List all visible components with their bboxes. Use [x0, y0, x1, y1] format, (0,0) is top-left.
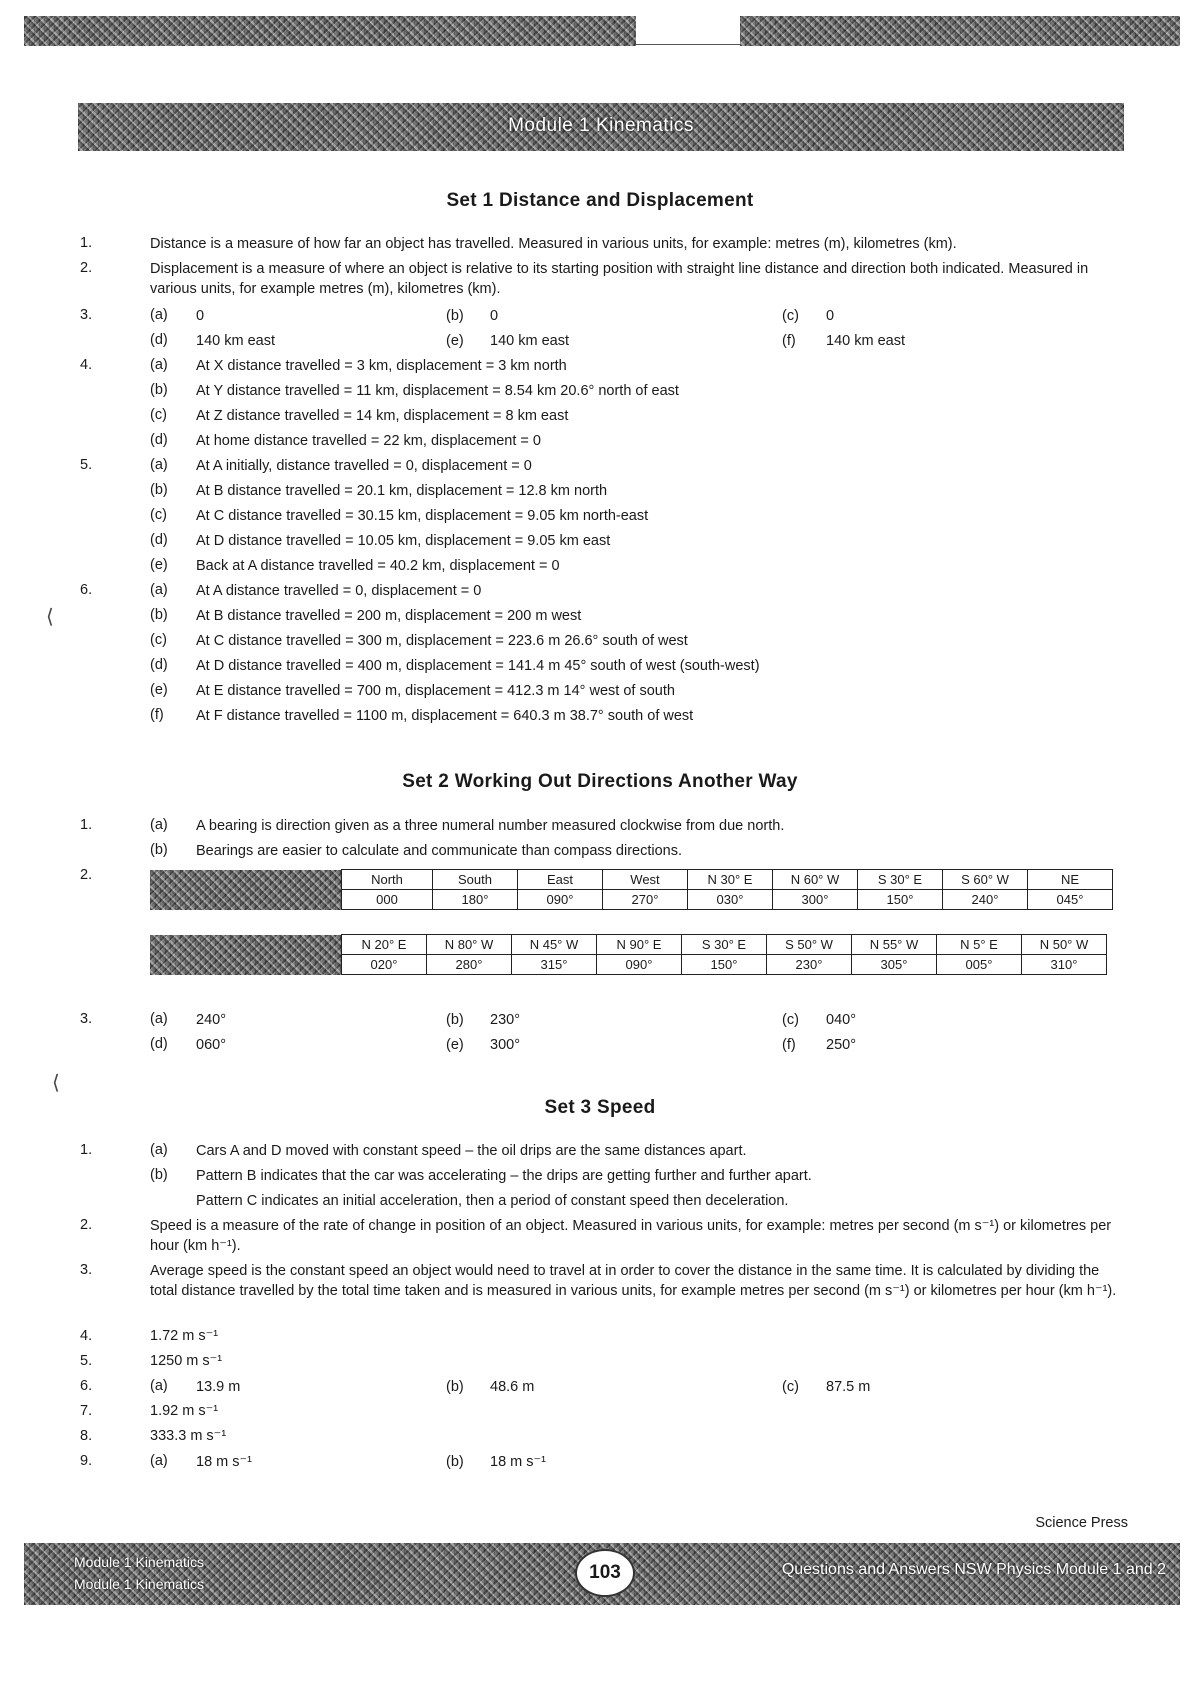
set3-q6a-label: (a)	[150, 1378, 168, 1394]
set3-q6b-label: (b)	[446, 1379, 464, 1395]
header-decoration-right	[740, 16, 1180, 46]
set1-q6-number: 6.	[80, 582, 93, 598]
set1-q4b-label: (b)	[150, 382, 168, 398]
set1-q4c-label: (c)	[150, 407, 167, 423]
set1-q4d-label: (d)	[150, 432, 168, 448]
set1-q3f-label: (f)	[782, 333, 796, 349]
table-cell: 030°	[688, 890, 773, 910]
set2-q3f-value: 250°	[826, 1037, 856, 1053]
table-cell: 005°	[937, 955, 1022, 975]
set2-q3e-label: (e)	[446, 1037, 464, 1053]
set1-q3d-value: 140 km east	[196, 333, 275, 349]
set1-q5-number: 5.	[80, 457, 93, 473]
set1-q4b-text: At Y distance travelled = 11 km, displacement = 8.54 km 20.6° north of east	[196, 383, 679, 399]
table1-header-image	[150, 870, 342, 910]
table-cell: 300°	[773, 890, 858, 910]
set1-q4d-text: At home distance travelled = 22 km, displacement = 0	[196, 433, 541, 449]
table-cell: S 50° W	[767, 935, 852, 955]
table-cell: North	[342, 870, 433, 890]
set3-q3-answer: Average speed is the constant speed an object would need to travel at in order to cover the distance in the same time. It is calculated by dividing the total distance travelled by the total time taken and is measured in various units, for example metres per second (m s⁻¹) or kilometres per hour (km h⁻¹).	[150, 1263, 1117, 1299]
table-row	[150, 870, 1113, 890]
set1-q5e-label: (e)	[150, 557, 168, 573]
table-cell: 180°	[433, 890, 518, 910]
set1-q6b-text: At B distance travelled = 200 m, displacement = 200 m west	[196, 608, 582, 624]
set1-q6c-label: (c)	[150, 632, 167, 648]
set1-q2-number: 2.	[80, 260, 93, 276]
set1-q3b-label: (b)	[446, 308, 464, 324]
set3-q9-number: 9.	[80, 1453, 93, 1469]
set3-q5-number: 5.	[80, 1353, 93, 1369]
table-cell: 090°	[518, 890, 603, 910]
set1-q3e-value: 140 km east	[490, 333, 569, 349]
module-title: Module 1 Kinematics	[508, 115, 694, 136]
set1-q4a-label: (a)	[150, 357, 168, 373]
set1-q4a-text: At X distance travelled = 3 km, displacement = 3 km north	[196, 358, 567, 374]
table-cell: N 60° W	[773, 870, 858, 890]
set3-q9a-label: (a)	[150, 1453, 168, 1469]
set3-q1b-label: (b)	[150, 1167, 168, 1183]
table-cell: 150°	[682, 955, 767, 975]
footer-left-line1: Module 1 Kinematics	[74, 1554, 204, 1570]
set1-q3c-value: 0	[826, 308, 835, 324]
table-cell: 240°	[943, 890, 1028, 910]
table-cell: N 80° W	[427, 935, 512, 955]
set3-q8-number: 8.	[80, 1428, 93, 1444]
set3-q1b-continuation: Pattern C indicates an initial acceleration, then a period of constant speed then deceleration.	[196, 1193, 789, 1209]
set2-q1a-text: A bearing is direction given as a three numeral number measured clockwise from due north.	[196, 818, 785, 834]
table-row	[150, 935, 1107, 955]
set1-q6e-label: (e)	[150, 682, 168, 698]
set2-q3f-label: (f)	[782, 1037, 796, 1053]
table-cell: 150°	[858, 890, 943, 910]
footer-left-text	[74, 1551, 204, 1595]
table-cell: NE	[1028, 870, 1113, 890]
set2-q3c-label: (c)	[782, 1012, 799, 1028]
set3-q6-number: 6.	[80, 1378, 93, 1394]
table-cell: 310°	[1022, 955, 1107, 975]
set1-q6a-label: (a)	[150, 582, 168, 598]
table-cell: N 30° E	[688, 870, 773, 890]
table-cell: N 50° W	[1022, 935, 1107, 955]
set1-q5c-label: (c)	[150, 507, 167, 523]
table-cell: N 45° W	[512, 935, 597, 955]
set3-q5-answer: 1250 m s⁻¹	[150, 1353, 223, 1369]
set2-q3d-label: (d)	[150, 1036, 168, 1052]
set3-q1-number: 1.	[80, 1142, 93, 1158]
set3-q8-answer: 333.3 m s⁻¹	[150, 1428, 227, 1444]
bearing-table-1	[150, 869, 1113, 910]
set3-q9b-label: (b)	[446, 1454, 464, 1470]
table-cell: 230°	[767, 955, 852, 975]
set1-q5a-label: (a)	[150, 457, 168, 473]
table-cell: 270°	[603, 890, 688, 910]
table-cell: 000	[342, 890, 433, 910]
set2-q3a-label: (a)	[150, 1011, 168, 1027]
set2-q3e-value: 300°	[490, 1037, 520, 1053]
table-cell: S 60° W	[943, 870, 1028, 890]
set3-q6a-value: 13.9 m	[196, 1379, 241, 1395]
bearing-table-2	[150, 934, 1107, 975]
set1-q3c-label: (c)	[782, 308, 799, 324]
set3-q1b-text: Pattern B indicates that the car was accelerating – the drips are getting further and further apart.	[196, 1168, 812, 1184]
set1-q2-answer: Displacement is a measure of where an object is relative to its starting position with straight line distance and direction both indicated. Measured in various units, for example metres (m), kilometres (km).	[150, 261, 1089, 297]
set1-q3d-label: (d)	[150, 332, 168, 348]
set1-q6d-label: (d)	[150, 657, 168, 673]
set1-q5e-text: Back at A distance travelled = 40.2 km, displacement = 0	[196, 558, 560, 574]
set1-q6e-text: At E distance travelled = 700 m, displacement = 412.3 m 14° west of south	[196, 683, 675, 699]
set3-q1a-label: (a)	[150, 1142, 168, 1158]
table-cell: S 30° E	[858, 870, 943, 890]
set3-q7-number: 7.	[80, 1403, 93, 1419]
set1-q1-number: 1.	[80, 235, 93, 251]
set1-q5c-text: At C distance travelled = 30.15 km, displacement = 9.05 km north-east	[196, 508, 649, 524]
margin-pen-mark: ⟨	[46, 606, 54, 628]
table-cell: 305°	[852, 955, 937, 975]
set3-q2-number: 2.	[80, 1217, 93, 1233]
set1-q1-answer: Distance is a measure of how far an object has travelled. Measured in various units, for example: metres (m), kilometres (km).	[150, 236, 957, 252]
table-cell: 045°	[1028, 890, 1113, 910]
set1-q6a-text: At A distance travelled = 0, displacement = 0	[196, 583, 482, 599]
set1-q6d-text: At D distance travelled = 400 m, displacement = 141.4 m 45° south of west (south-west)	[196, 658, 760, 674]
set2-q3-number: 3.	[80, 1011, 93, 1027]
header-rule	[636, 44, 740, 45]
footer-left-line2: Module 1 Kinematics	[74, 1576, 204, 1592]
set2-q1b-label: (b)	[150, 842, 168, 858]
table-cell: N 55° W	[852, 935, 937, 955]
set3-q1a-text: Cars A and D moved with constant speed – the oil drips are the same distances apart.	[196, 1143, 747, 1159]
table2-header-image	[150, 935, 342, 975]
set1-q6f-label: (f)	[150, 707, 164, 723]
set3-q6c-value: 87.5 m	[826, 1379, 871, 1395]
set1-q3b-value: 0	[490, 308, 499, 324]
table-cell: 280°	[427, 955, 512, 975]
set1-q4c-text: At Z distance travelled = 14 km, displacement = 8 km east	[196, 408, 569, 424]
set2-q1b-text: Bearings are easier to calculate and communicate than compass directions.	[196, 843, 683, 859]
set3-q2-answer: Speed is a measure of the rate of change in position of an object. Measured in various units, for example: metres per second (m s⁻¹) or kilometres per hour (km h⁻¹).	[150, 1218, 1112, 1254]
table-cell: East	[518, 870, 603, 890]
table-cell: S 30° E	[682, 935, 767, 955]
set2-heading: Set 2 Working Out Directions Another Way	[402, 771, 798, 792]
set1-heading: Set 1 Distance and Displacement	[446, 190, 754, 211]
set2-q3c-value: 040°	[826, 1012, 856, 1028]
set3-q6b-value: 48.6 m	[490, 1379, 535, 1395]
set3-q3-number: 3.	[80, 1262, 93, 1278]
margin-pen-mark: ⟨	[52, 1072, 60, 1094]
module-banner	[78, 103, 1124, 151]
set2-q3b-label: (b)	[446, 1012, 464, 1028]
set1-q5b-text: At B distance travelled = 20.1 km, displacement = 12.8 km north	[196, 483, 608, 499]
table-cell: N 90° E	[597, 935, 682, 955]
set1-q5a-text: At A initially, distance travelled = 0, displacement = 0	[196, 458, 532, 474]
set2-q1-number: 1.	[80, 817, 93, 833]
set1-q6b-label: (b)	[150, 607, 168, 623]
set3-q4-number: 4.	[80, 1328, 93, 1344]
table-cell: South	[433, 870, 518, 890]
table-cell: N 20° E	[342, 935, 427, 955]
set3-q9a-value: 18 m s⁻¹	[196, 1454, 252, 1470]
publisher-name: Science Press	[1035, 1515, 1128, 1531]
set2-q3d-value: 060°	[196, 1037, 226, 1053]
table-cell: 020°	[342, 955, 427, 975]
header-decoration-left	[24, 16, 636, 46]
set3-q9b-value: 18 m s⁻¹	[490, 1454, 546, 1470]
set1-q3a-value: 0	[196, 308, 205, 324]
set1-q6c-text: At C distance travelled = 300 m, displacement = 223.6 m 26.6° south of west	[196, 633, 688, 649]
set3-heading: Set 3 Speed	[544, 1097, 656, 1118]
table-cell: 315°	[512, 955, 597, 975]
set1-q5d-text: At D distance travelled = 10.05 km, displacement = 9.05 km east	[196, 533, 611, 549]
set2-q3a-value: 240°	[196, 1012, 226, 1028]
table-cell: N 5° E	[937, 935, 1022, 955]
set1-q3f-value: 140 km east	[826, 333, 905, 349]
set1-q5d-label: (d)	[150, 532, 168, 548]
set1-q5b-label: (b)	[150, 482, 168, 498]
set1-q4-number: 4.	[80, 357, 93, 373]
table-cell: 090°	[597, 955, 682, 975]
set3-q6c-label: (c)	[782, 1379, 799, 1395]
set2-q2-number: 2.	[80, 867, 93, 883]
set1-q6f-text: At F distance travelled = 1100 m, displacement = 640.3 m 38.7° south of west	[196, 708, 694, 724]
footer-book-title: Questions and Answers NSW Physics Module 1 and 2	[781, 1561, 1166, 1578]
set1-q3-number: 3.	[80, 307, 93, 323]
set1-q3e-label: (e)	[446, 333, 464, 349]
set1-q3a-label: (a)	[150, 307, 168, 323]
page-number: 103	[575, 1549, 635, 1597]
set3-q4-answer: 1.72 m s⁻¹	[150, 1328, 219, 1344]
set3-q7-answer: 1.92 m s⁻¹	[150, 1403, 219, 1419]
set2-q3b-value: 230°	[490, 1012, 520, 1028]
table-cell: West	[603, 870, 688, 890]
set2-q1a-label: (a)	[150, 817, 168, 833]
